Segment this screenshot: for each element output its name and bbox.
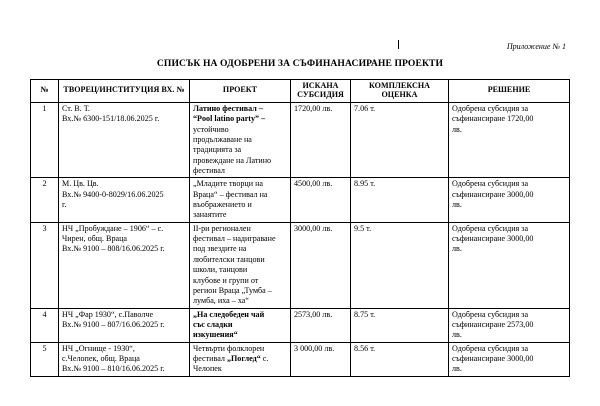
column-header-number: № [31, 80, 59, 103]
applicant-cell: НЧ „Пробуждане – 1906“ – с. Чирен, общ. Враца Вх.№ 9100 – 808/16.06.2025 г. [59, 222, 190, 308]
row-number: 4 [31, 308, 59, 342]
subsidy-cell: 3000,00 лв. [291, 222, 351, 308]
subsidy-cell: 1720,00 лв. [291, 102, 351, 178]
text-cursor [398, 40, 399, 49]
table-header-row [31, 80, 570, 103]
row-number: 1 [31, 102, 59, 178]
applicant-cell: НЧ „Фар 1930“, с.Паволче Вх.№ 9100 – 807/16.06.2025 г. [59, 308, 190, 342]
score-cell: 7.06 т. [351, 102, 449, 178]
column-header-applicant: ТВОРЕЦ/ИНСТИТУЦИЯ ВХ. № [59, 80, 190, 103]
subsidy-cell: 4500,00 лв. [291, 178, 351, 222]
subsidy-cell: 2573,00 лв. [291, 308, 351, 342]
page-title: СПИСЪК НА ОДОБРЕНИ ЗА СЪФИНАНАСИРАНЕ ПРОЕКТИ [156, 58, 444, 69]
column-header-subsidy: ИСКАНА СУБСИДИЯ [291, 80, 351, 103]
project-cell: Латино фестивал – “Pool latino party” – устойчиво продължаване на традицията за провеждане на Латино фестивал [190, 102, 291, 178]
projects-table [30, 79, 570, 377]
decision-cell: Одобрена субсидия за съфинансиране 2573,00 лв. [449, 308, 570, 342]
applicant-cell: НЧ „Огнище - 1930“, с.Челопек, общ. Враца Вх.№ 9100 – 810/16.06.2025 г. [59, 342, 190, 376]
decision-cell: Одобрена субсидия за съфинансиране 3000,00 лв. [449, 342, 570, 376]
project-cell: Четвърти фолклорен фестивал „Поглед“ с. Челопек [190, 342, 291, 376]
column-header-decision: РЕШЕНИЕ [449, 80, 570, 103]
score-cell: 8.95 т. [351, 178, 449, 222]
applicant-cell: Ст. В. Т. Вх.№ 6300-151/18.06.2025 г. [59, 102, 190, 178]
score-cell: 9.5 т. [351, 222, 449, 308]
applicant-cell: М. Цв. Цв. Вх.№ 9400-0-8029/16.06.2025 г. [59, 178, 190, 222]
score-cell: 8.75 т. [351, 308, 449, 342]
table-row [31, 342, 570, 376]
decision-cell: Одобрена субсидия за съфинансиране 1720,00 лв. [449, 102, 570, 178]
annex-label: Приложение № 1 [506, 42, 566, 51]
project-cell: II-ри регионален фестивал – надиграване под звездите на любителски танцови школи, танцови клубове и групи от регион Враца „Тумба – лумба, иха – ха“ [190, 222, 291, 308]
table-row [31, 222, 570, 308]
row-number: 5 [31, 342, 59, 376]
table-row [31, 308, 570, 342]
subsidy-cell: 3 000,00 лв. [291, 342, 351, 376]
project-cell: „На следобеден чай със сладки изкушения“ [190, 308, 291, 342]
row-number: 2 [31, 178, 59, 222]
score-cell: 8.56 т. [351, 342, 449, 376]
decision-cell: Одобрена субсидия за съфинансиране 3000,00 лв. [449, 222, 570, 308]
project-cell: „Младите творци на Враца“ – фестивал на въображението и занаятите [190, 178, 291, 222]
column-header-project: ПРОЕКТ [190, 80, 291, 103]
table-row [31, 178, 570, 222]
table-row [31, 102, 570, 178]
row-number: 3 [31, 222, 59, 308]
decision-cell: Одобрена субсидия за съфинансиране 3000,00 лв. [449, 178, 570, 222]
column-header-score: КОМПЛЕКСНА ОЦЕНКА [351, 80, 449, 103]
